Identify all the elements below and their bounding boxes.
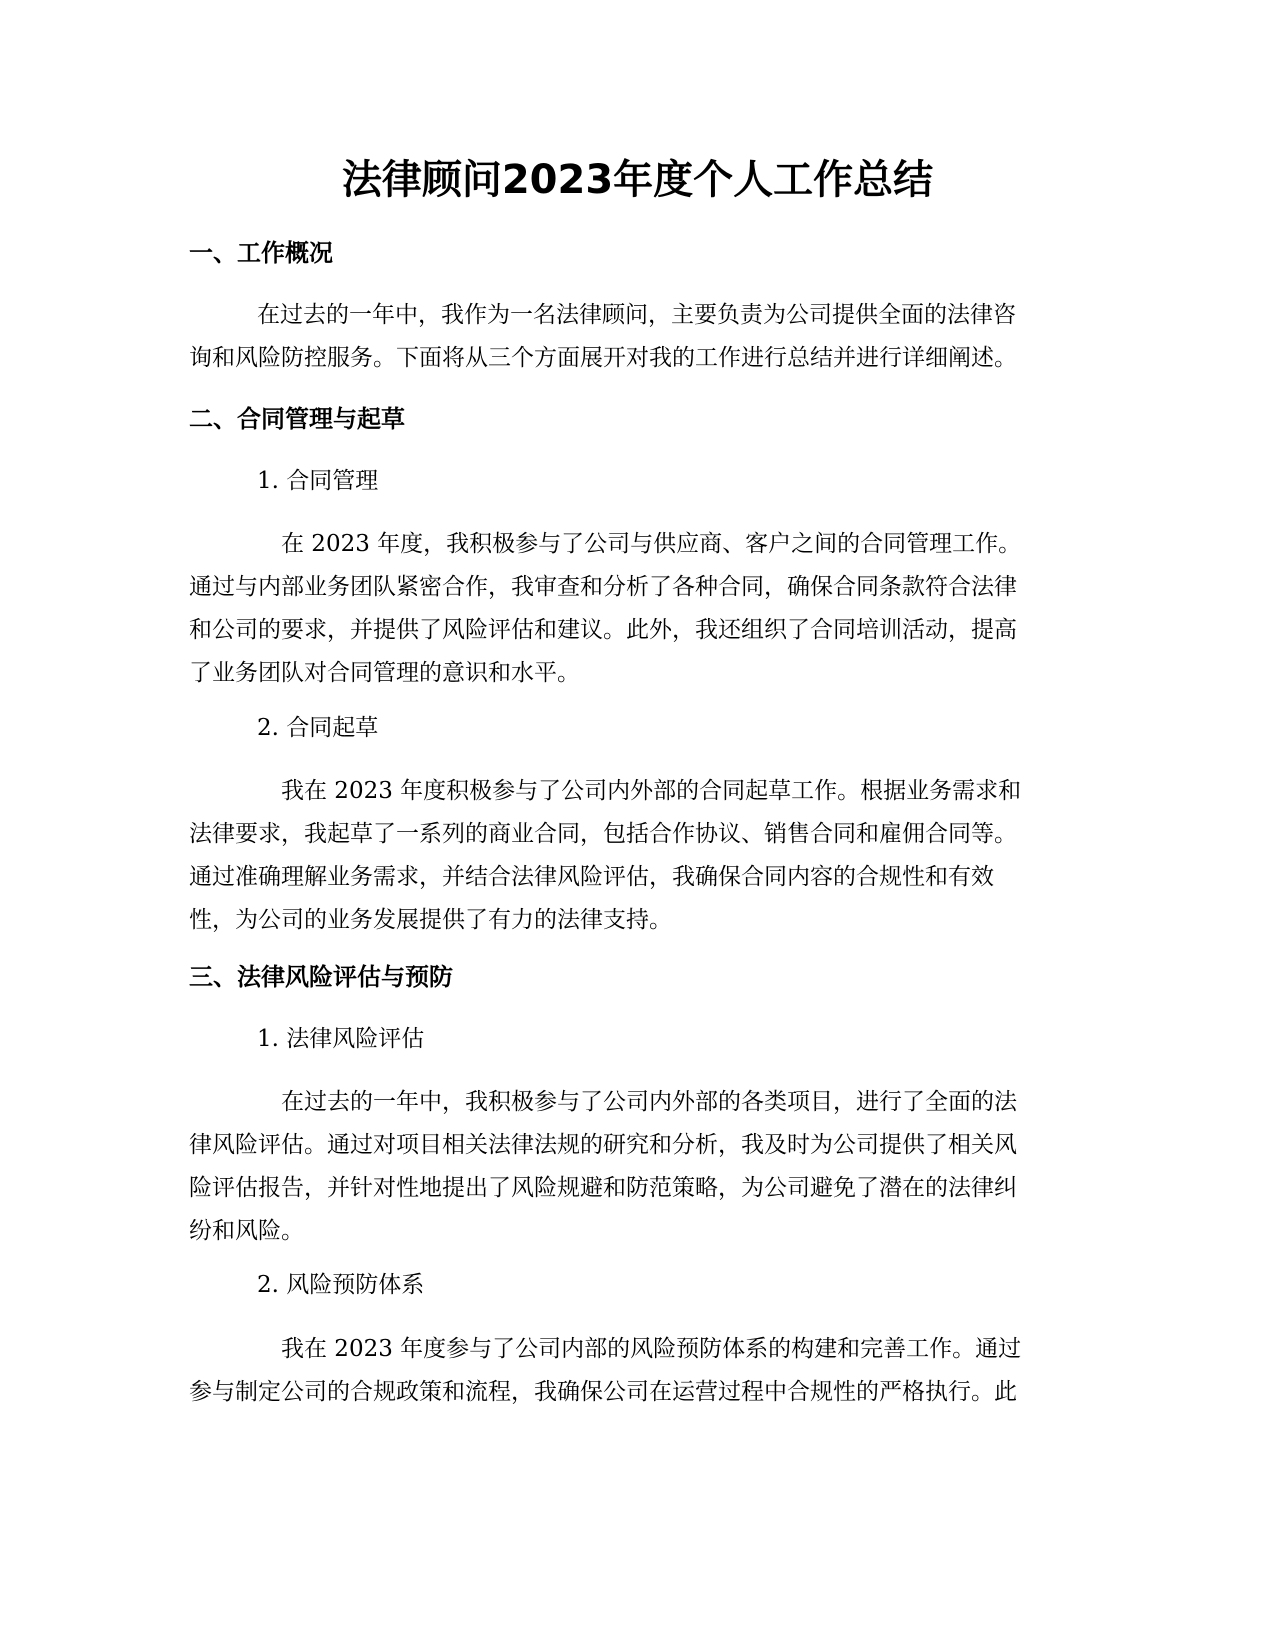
paragraph-line: 通过与内部业务团队紧密合作，我审查和分析了各种合同，确保合同条款符合法律 xyxy=(189,574,1017,600)
paragraph-line: 性，为公司的业务发展提供了有力的法律支持。 xyxy=(189,907,672,933)
paragraph-line: 险评估报告，并针对性地提出了风险规避和防范策略，为公司避免了潜在的法律纠 xyxy=(189,1175,1017,1201)
paragraph-line: 纷和风险。 xyxy=(189,1218,304,1244)
paragraph-line: 法律要求，我起草了一系列的商业合同，包括合作协议、销售合同和雇佣合同等。 xyxy=(189,821,1017,847)
paragraph-line: 参与制定公司的合规政策和流程，我确保公司在运营过程中合规性的严格执行。此 xyxy=(189,1379,1017,1405)
paragraph-line: 在过去的一年中，我作为一名法律顾问，主要负责为公司提供全面的法律咨 xyxy=(257,302,1016,328)
paragraph-line: 询和风险防控服务。下面将从三个方面展开对我的工作进行总结并进行详细阐述。 xyxy=(189,345,1017,371)
document-title: 法律顾问2023年度个人工作总结 xyxy=(341,157,934,203)
paragraph-risk-prevention xyxy=(189,1328,1089,1414)
paragraph-line: 和公司的要求，并提供了风险评估和建议。此外，我还组织了合同培训活动，提高 xyxy=(189,617,1017,643)
paragraph-contract-drafting xyxy=(189,770,1089,942)
subheading-contract-management: 1. 合同管理 xyxy=(257,468,379,494)
paragraph-line: 通过准确理解业务需求，并结合法律风险评估，我确保合同内容的合规性和有效 xyxy=(189,864,994,890)
section-heading-contracts: 二、合同管理与起草 xyxy=(189,405,405,433)
paragraph-line: 在 2023 年度，我积极参与了公司与供应商、客户之间的合同管理工作。 xyxy=(281,531,1022,557)
subheading-risk-assessment: 1. 法律风险评估 xyxy=(257,1026,425,1052)
paragraph-line: 了业务团队对合同管理的意识和水平。 xyxy=(189,660,580,686)
section-heading-overview: 一、工作概况 xyxy=(189,239,333,267)
paragraph-line: 律风险评估。通过对项目相关法律法规的研究和分析，我及时为公司提供了相关风 xyxy=(189,1132,1017,1158)
paragraph-line: 我在 2023 年度积极参与了公司内外部的合同起草工作。根据业务需求和 xyxy=(281,778,1022,804)
subheading-risk-prevention: 2. 风险预防体系 xyxy=(257,1272,425,1298)
paragraph-line: 我在 2023 年度参与了公司内部的风险预防体系的构建和完善工作。通过 xyxy=(281,1336,1022,1362)
paragraph-risk-assessment xyxy=(189,1081,1089,1253)
paragraph-overview xyxy=(189,294,1089,380)
section-heading-risk: 三、法律风险评估与预防 xyxy=(189,963,453,991)
paragraph-line: 在过去的一年中，我积极参与了公司内外部的各类项目，进行了全面的法 xyxy=(281,1089,1017,1115)
paragraph-contract-management xyxy=(189,523,1089,695)
subheading-contract-drafting: 2. 合同起草 xyxy=(257,715,379,741)
